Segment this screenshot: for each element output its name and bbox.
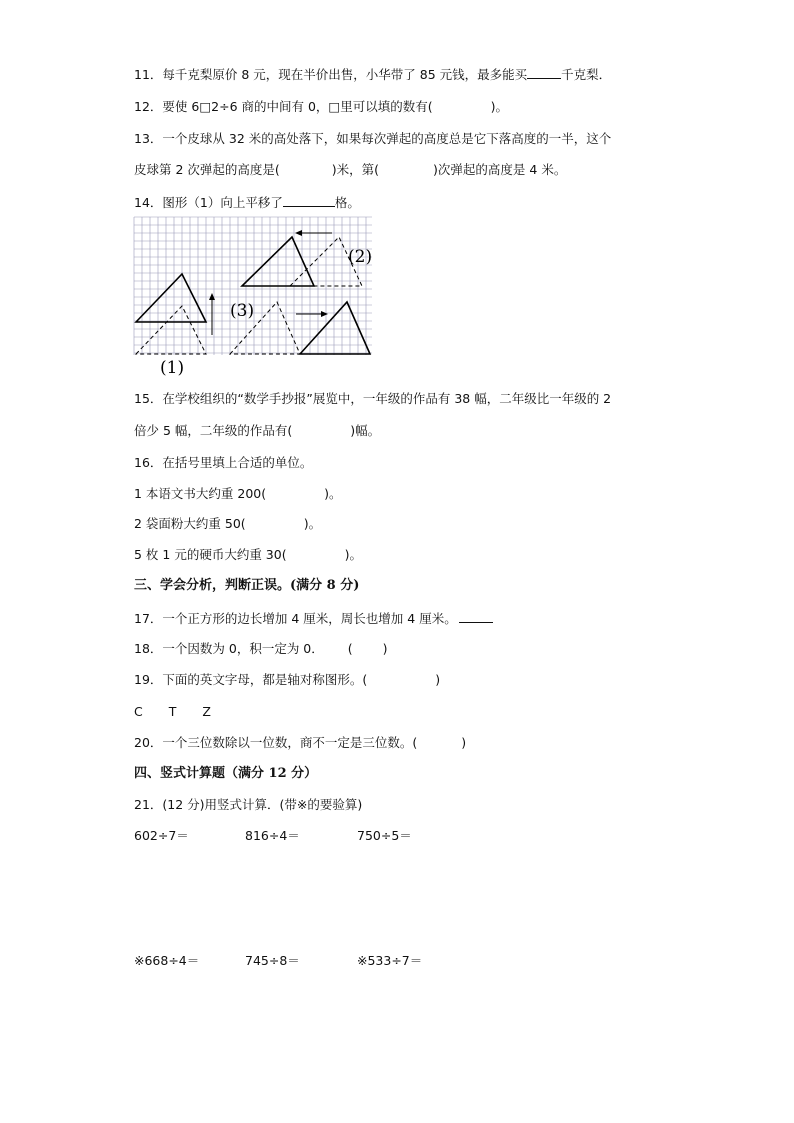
- translation-grid-figure: [134, 217, 373, 378]
- calc-602-div-7: 602÷7＝: [134, 828, 189, 843]
- question-15-line2: [134, 423, 380, 439]
- q14-text: 14．图形（1）向上平移了: [134, 195, 283, 210]
- question-16-item-2: [134, 516, 321, 532]
- q11-answer-blank[interactable]: [527, 66, 561, 79]
- q14-answer-blank[interactable]: [283, 194, 335, 207]
- q17-text: 17．一个正方形的边长增加 4 厘米，周长也增加 4 厘米。: [134, 611, 457, 626]
- left-arrow-head-icon: [295, 230, 302, 236]
- calc-750-div-5: 750÷5＝: [357, 828, 412, 843]
- question-18: [134, 641, 388, 657]
- q20-paren-close: ): [461, 735, 467, 750]
- q16-item1-text: 1 本语文书大约重 200(: [134, 486, 267, 501]
- section-3-title: 三、学会分析，判断正误。(满分 8 分): [134, 578, 360, 593]
- q16-item3-text: 5 枚 1 元的硬币大约重 30(: [134, 547, 287, 562]
- q17-answer-blank[interactable]: [459, 610, 493, 623]
- q19-paren-close: ): [435, 672, 441, 687]
- q14-text-end: 格。: [334, 195, 360, 210]
- question-12: [134, 99, 508, 115]
- question-14: [134, 194, 360, 211]
- q13-text-a: 皮球第 2 次弹起的高度是(: [134, 162, 280, 177]
- q15-text-b: )幅。: [350, 423, 381, 438]
- question-11: [134, 66, 611, 83]
- q16-item3-end: )。: [344, 547, 362, 562]
- question-20: [134, 735, 466, 751]
- letter-z: Z: [202, 704, 211, 719]
- q18-text: 18．一个因数为 0，积一定为 0．: [134, 641, 324, 656]
- section-4-title: 四、竖式计算题（满分 12 分）: [134, 766, 318, 781]
- letter-t: T: [168, 704, 177, 719]
- q11-text: 11．每千克梨原价 8 元，现在半价出售，小华带了 85 元钱，最多能买: [134, 67, 528, 82]
- question-16-item-1: [134, 486, 342, 502]
- q19-letters-row: [134, 704, 211, 720]
- label-shape-3: (3): [230, 301, 255, 321]
- label-shape-2: (2): [348, 247, 373, 267]
- question-16-title: 16．在括号里填上合适的单位。: [134, 455, 313, 470]
- q16-item2-text: 2 袋面粉大约重 50(: [134, 516, 246, 531]
- question-15-line1: 15．在学校组织的“数学手抄报”展览中，一年级的作品有 38 幅，二年级比一年级的 2: [134, 391, 612, 406]
- question-19: [134, 672, 440, 688]
- q20-text: 20．一个三位数除以一位数，商不一定是三位数。(: [134, 735, 418, 750]
- question-21-title: 21．(12 分)用竖式计算．(带※的要验算): [134, 797, 363, 812]
- question-16-item-3: [134, 547, 362, 563]
- q19-text: 19．下面的英文字母，都是轴对称图形。(: [134, 672, 368, 687]
- calc-745-div-8: 745÷8＝: [245, 953, 300, 968]
- label-shape-1: (1): [160, 358, 185, 378]
- q12-text-end: )。: [490, 99, 508, 114]
- q18-paren-open: (: [347, 641, 353, 656]
- calc-668-div-4: ※668÷4＝: [134, 953, 200, 968]
- grid-svg: [134, 217, 373, 378]
- calc-816-div-4: 816÷4＝: [245, 828, 300, 843]
- q16-item1-end: )。: [324, 486, 342, 501]
- right-arrow-head-icon: [321, 311, 328, 317]
- q13-text-c: )次弹起的高度是 4 米。: [433, 162, 567, 177]
- question-13-line1: 13．一个皮球从 32 米的高处落下，如果每次弹起的高度总是它下落高度的一半，这个: [134, 131, 612, 146]
- calc-533-div-7: ※533÷7＝: [357, 953, 423, 968]
- question-13-line2: [134, 162, 566, 178]
- question-17: [134, 610, 493, 627]
- q16-item2-end: )。: [303, 516, 322, 531]
- q12-text: 12．要使 6□2÷6 商的中间有 0，□里可以填的数有(: [134, 99, 433, 114]
- letter-c: C: [134, 704, 143, 719]
- triangle-shape-3-solid: [300, 302, 370, 354]
- q18-paren-close: ): [382, 641, 388, 656]
- q11-text-end: 千克梨．: [561, 67, 612, 82]
- q15-text-a: 倍少 5 幅，二年级的作品有(: [134, 423, 293, 438]
- q13-text-b: )米，第(: [331, 162, 380, 177]
